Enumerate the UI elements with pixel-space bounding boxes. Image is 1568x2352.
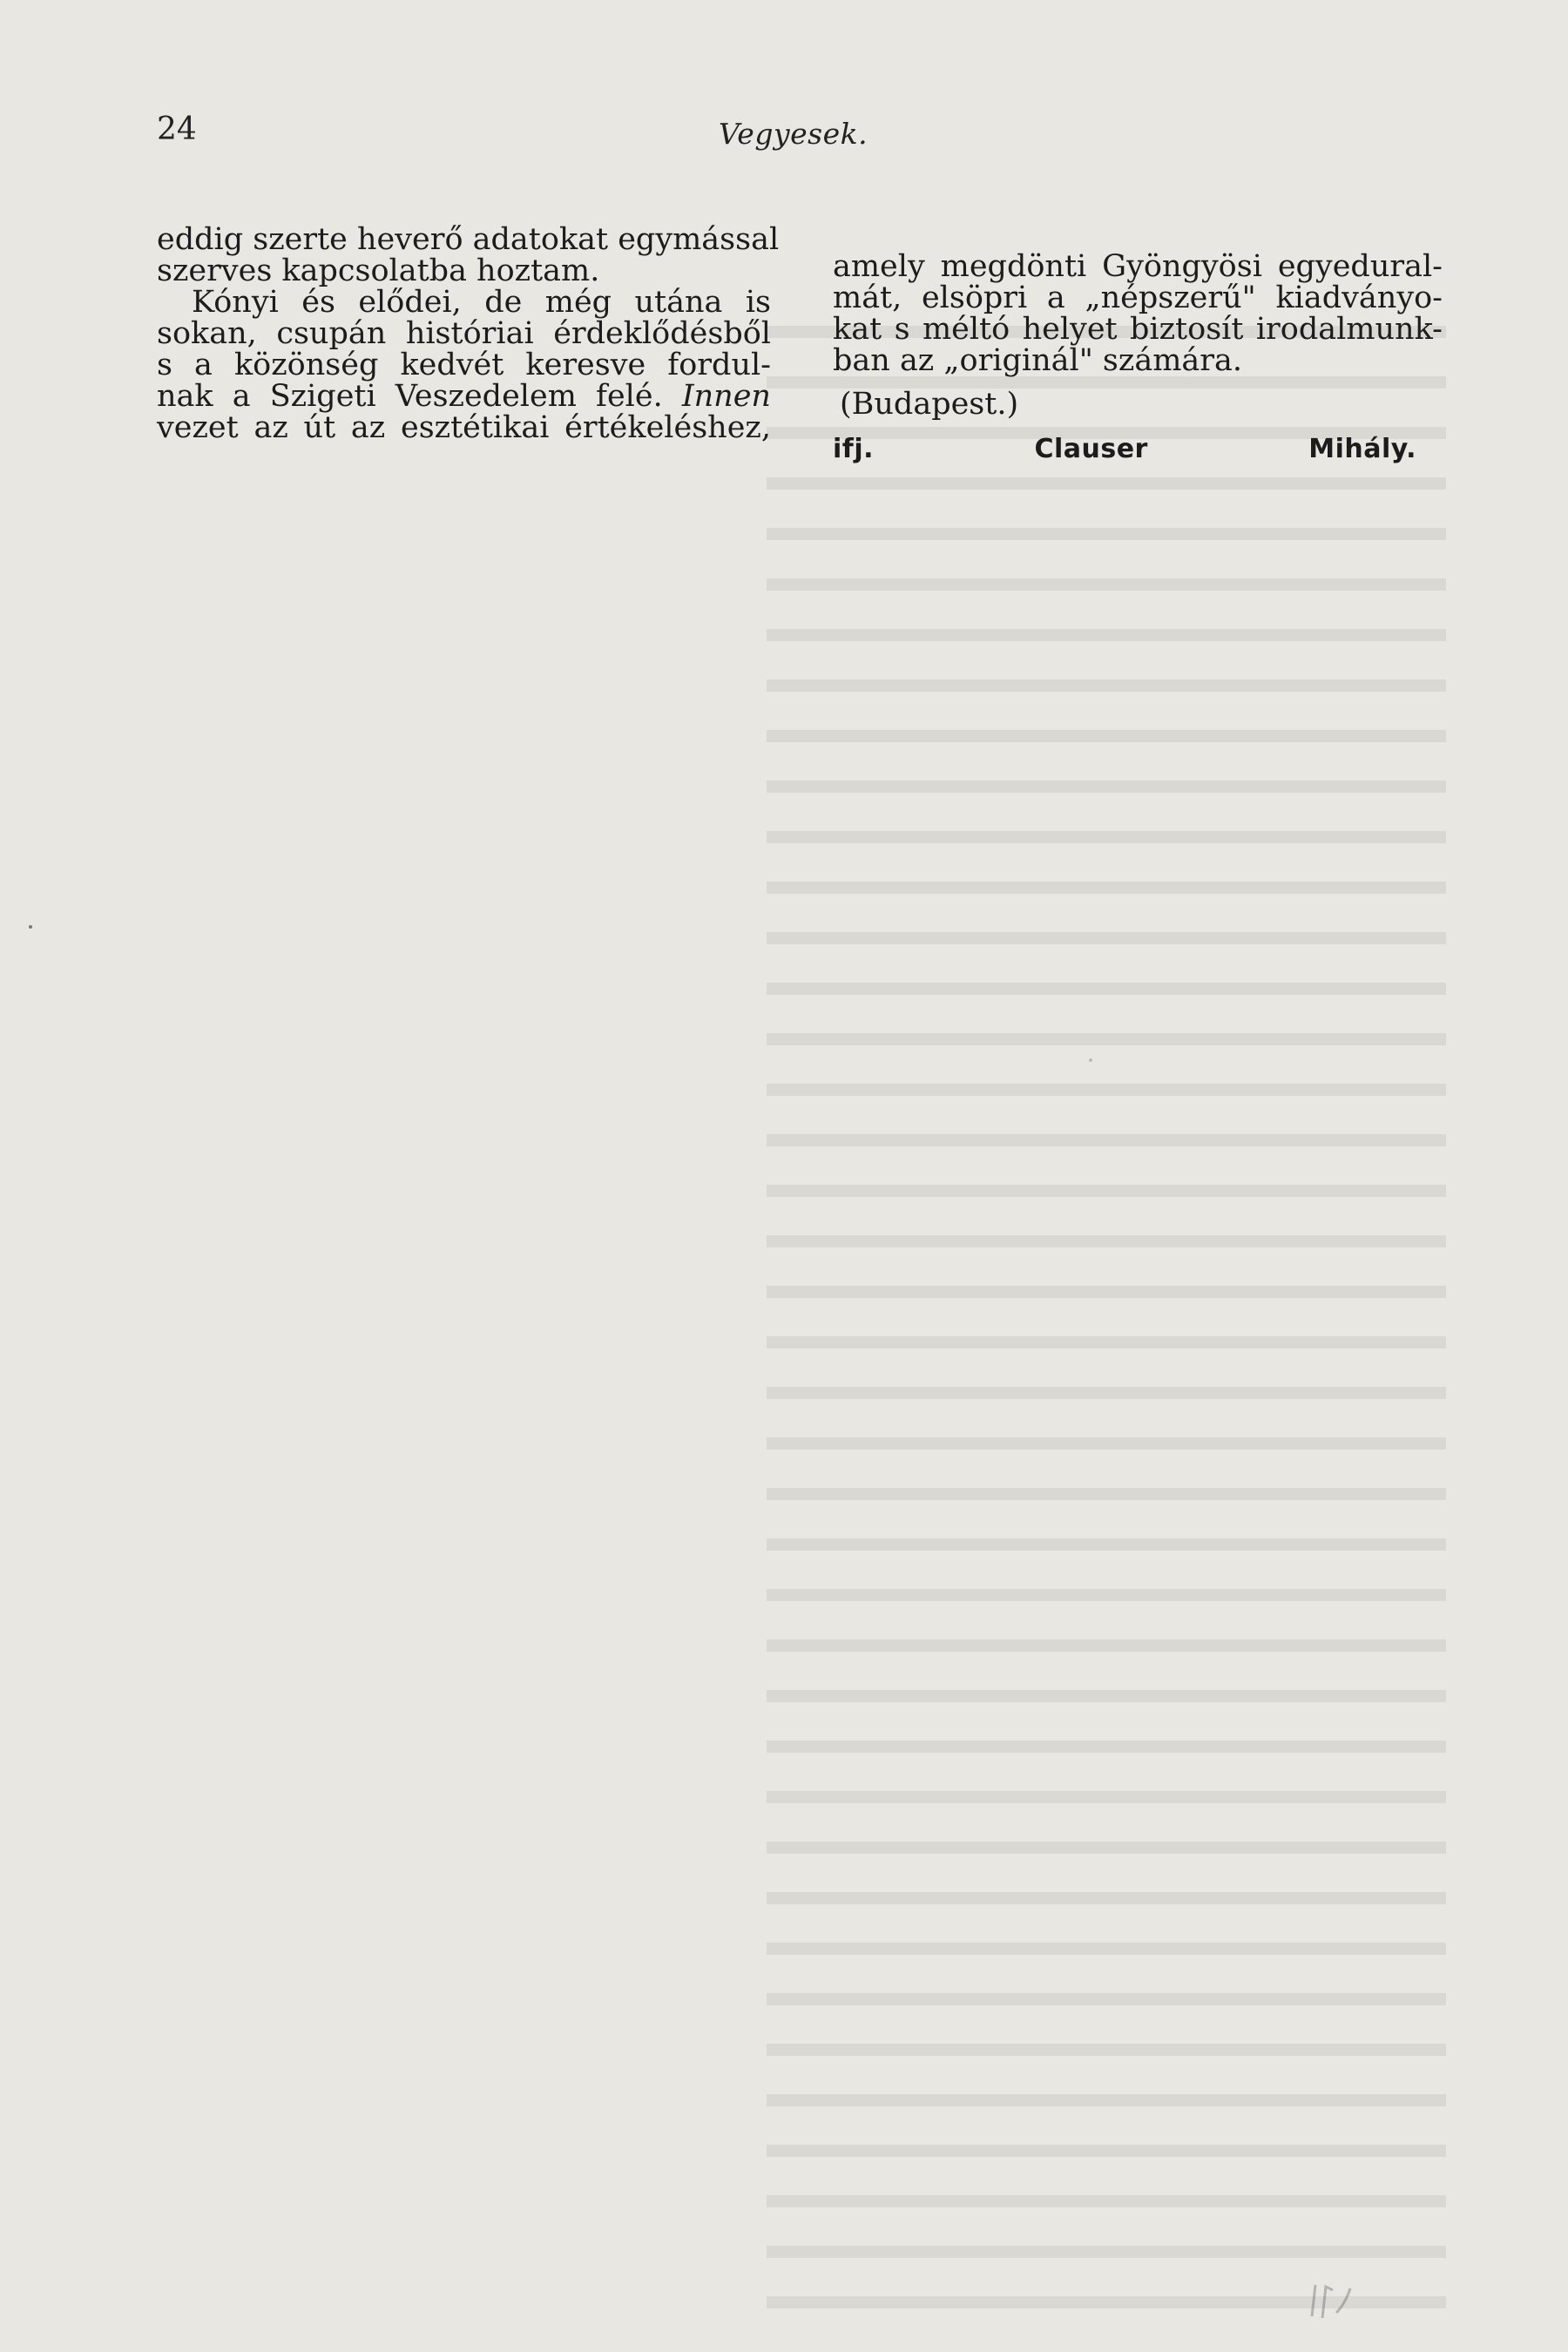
paragraph-2 xyxy=(157,287,771,443)
text-line: eddig szerte heverő adatokat egymással xyxy=(157,222,780,257)
show-through-texture xyxy=(767,287,1446,2117)
running-head: Vegyesek. xyxy=(719,117,868,151)
stamp-mark-icon xyxy=(1307,2278,1357,2322)
right-column xyxy=(833,251,1443,465)
text-line: s a közönség kedvét keresve fordul- xyxy=(157,348,771,382)
text-line: mát, elsöpri a „népszerű" kiadványo- xyxy=(833,280,1443,315)
left-column xyxy=(157,222,780,445)
text-line: sokan, csupán históriai érdeklődésből xyxy=(157,316,771,351)
text-line: ban az „originál" számára. xyxy=(833,343,1242,378)
text-line: vezet az út az esztétikai értékeléshez, xyxy=(157,410,771,445)
text-segment: nak a Szigeti Veszedelem felé. xyxy=(157,379,663,414)
text-line-with-italic xyxy=(157,381,771,412)
paragraph-1 xyxy=(157,222,780,288)
page-number: 24 xyxy=(157,112,197,147)
author-signature: ifj. Clauser Mihály. xyxy=(833,434,1416,464)
paper-speck xyxy=(1089,1058,1092,1062)
text-line: kat s méltó helyet biztosít irodalmunk- xyxy=(833,312,1443,347)
paragraph-1 xyxy=(833,251,1443,376)
text-line: Kónyi és elődei, de még utána is xyxy=(192,285,771,320)
place-line: (Budapest.) xyxy=(840,387,1019,422)
text-line: amely megdönti Gyöngyösi egyedural- xyxy=(833,249,1443,284)
italic-word: Innen xyxy=(681,379,771,414)
text-line: szerves kapcsolatba hoztam. xyxy=(157,253,600,288)
paper-speck xyxy=(29,925,32,929)
page-header xyxy=(157,112,1429,155)
